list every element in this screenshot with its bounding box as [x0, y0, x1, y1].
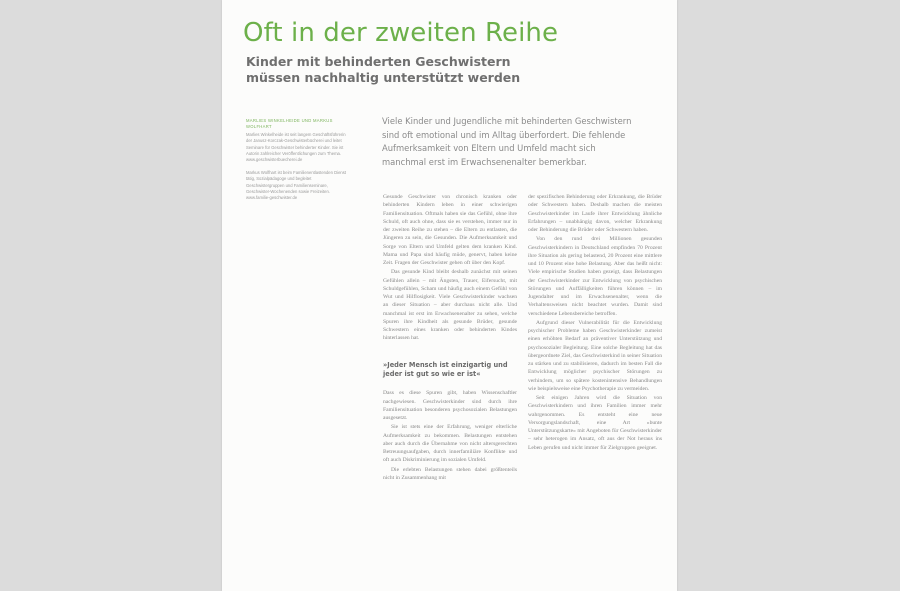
body-paragraph: Das gesunde Kind bleibt deshalb zunächst mit seinen Gefühlen allein – mit Ängsten, Trauer, Eifersucht, mit Schuldgefühlen, Scham und häufig auch einem Gefühl von Wut und Hilflosigkeit. Viele Geschwisterkinder wachsen an dieser Situation – aber durchaus nicht alle. Und manchmal ist erst im Erwachsenenalter zu sehen, welche Spuren ihre Kindheit als gesunde Brüder, gesunde Schwestern eines kranken oder behinderten Kindes hinterlassen hat. — [383, 269, 517, 342]
body-paragraph: Von den rund drei Millionen gesunden Geschwisterkindern in Deutschland empfinden 70 Prozent ihre Situation als gering belastend, 20 Prozent eine mittlere und 10 Prozent eine hohe Belastung. Aber das heißt nicht: Viele empirische Studien haben gezeigt, dass Belastungen der Geschwisterkinder zur Entwicklung von psychischen Störungen und Auffälligkeiten führen können – im Jugendalter und im Erwachsenenalter, wenn die Verhaltensweisen nicht beachtet wurden. Damit sind verschiedene Lebensbereiche betroffen. — [528, 236, 662, 317]
sidebar-authors: MARLIES WINKELHEIDE UND MARKUS WOLFHART — [246, 118, 333, 130]
body-paragraph: der spezifischen Behinderung oder Erkrankung, die Brüder oder Schwestern haben. Deshalb machen die meisten Geschwisterkinder im Laufe ihrer Entwicklung ähnliche Erfahrungen – unabhängig davon, welcher Erkrankung oder Behinderung die Brüder oder Schwestern haben. — [528, 194, 662, 233]
article-title: Oft in der zweiten Reihe — [243, 18, 559, 48]
body-paragraph: Die erlebten Belastungen stehen dabei größtenteils nicht in Zusammenhang mit — [383, 466, 517, 481]
author-sidebar — [246, 118, 346, 208]
body-paragraph: Seit einigen Jahren wird die Situation von Geschwisterkindern und ihren Familien immer mehr wahrgenommen. Es entsteht eine neue Versorgungslandschaft, eine Art »bunte Unterstützungskarte« mit Angeboten für Geschwisterkinder – sehr heterogen im Ansatz, oft aus der Not heraus ins Leben gerufen und nicht immer für Zielgruppen geeignet. — [528, 395, 662, 451]
body-paragraph: Gesunde Geschwister von chronisch kranken oder behinderten Kindern leben in einer schwierigen Familiensituation. Oftmals haben sie das Gefühl, ohne ihre Schuld, oft auch ohne, dass sie es verstehen, immer nur in der zweiten Reihe zu stehen – die Eltern zu entlasten, die Jüngeren zu sein, die Gesunden. Die Aufmerksamkeit und Sorge von Eltern und Umfeld gelten dem kranken Kind. Mama und Papa sind häufig müde, genervt, haben keine Zeit. Fragen der Geschwister gehen oft über den Kopf. — [383, 194, 517, 266]
body-column-left — [383, 193, 517, 483]
pull-quote: »Jeder Mensch ist einzigartig und jeder ist gut so wie er ist« — [383, 360, 508, 378]
sidebar-bio-2: Markus Wolfhart ist beim Familienentlastenden Dienst tätig, Sozialpädagoge und begleitet Geschwistergruppen und Familienseminare, Geschwister-Wochenenden sowie Freizeiten. www.familie-geschwister.de — [246, 169, 346, 201]
body-paragraph: Sie ist stets eine der Erfahrung, weniger elterliche Aufmerksamkeit zu bekommen. Belastungen entstehen aber auch durch die Übernahme von nicht altersgerechten Betreuungsaufgaben, durch innerfamiliäre Konflikte und oft auch Diskriminierung im sozialen Umfeld. — [383, 424, 517, 464]
body-paragraph: Aufgrund dieser Vulnerabilität für die Entwicklung psychischer Probleme haben Geschwisterkinder zumeist einen erhöhten Bedarf an präventiver Unterstützung und psychosozialer Begleitung. Eine solche Begleitung hat das übergeordnete Ziel, das Geschwisterkind in seiner Situation zu stärken und zu stabilisieren, dadurch im besten Fall die Entwicklung möglicher psychischer Störungen zu verhindern, um so spätere kostenintensive Behandlungen wie beispielsweise eine Psychotherapie zu vermeiden. — [528, 319, 662, 392]
body-paragraph: Dass es diese Spuren gibt, haben Wissenschaftler nachgewiesen. Geschwisterkinder sind durch ihre Familiensituation besonderen psychosozialen Belastungen ausgesetzt. — [383, 390, 517, 422]
article-subtitle: Kinder mit behinderten Geschwistern müssen nachhaltig unterstützt werden — [246, 54, 521, 85]
article-lead: Viele Kinder und Jugendliche mit behinderten Geschwistern sind oft emotional und im Alltag überfordert. Die fehlende Aufmerksamkeit von Eltern und Umfeld macht sich manchmal erst im Erwachsenenalter bemerkbar. — [382, 116, 632, 167]
magazine-page — [222, 0, 677, 591]
sidebar-bio-1: Marlies Winkelheide ist seit langem Geschäftsführerin der Janusz-Korczak-Geschwisterbücherei und leitet Seminare für Geschwister behinderter Kinder. Sie ist Autorin zahlreicher Veröffentlichungen zum Thema. www.geschwisterbuecherei.de — [246, 131, 346, 163]
body-column-right — [528, 193, 662, 453]
